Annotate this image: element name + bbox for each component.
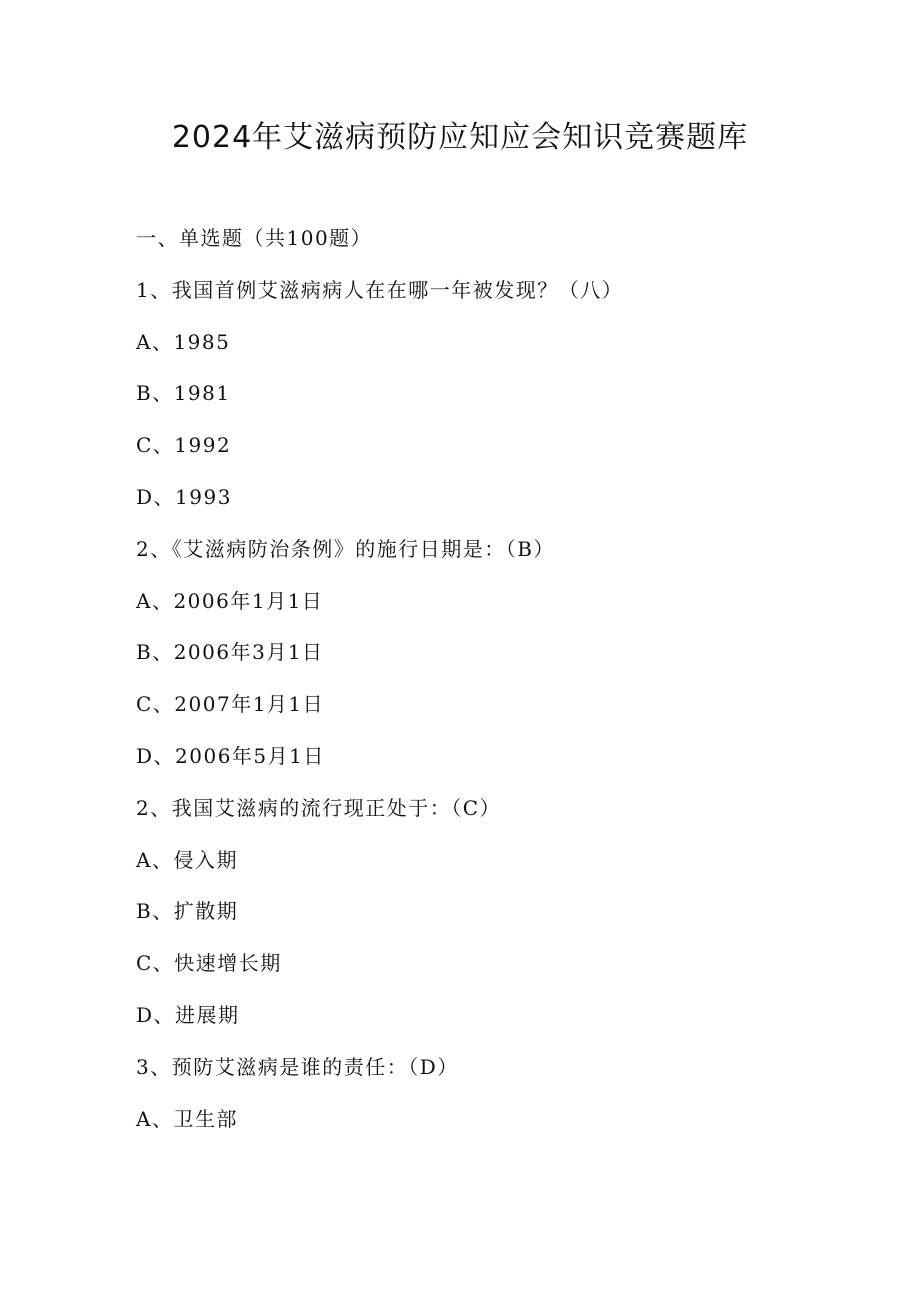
question-1-option-c: C、1992 xyxy=(136,433,232,458)
question-3-option-b: B、扩散期 xyxy=(136,899,239,924)
question-3-option-a: A、侵入期 xyxy=(136,847,238,872)
question-2: 2、《艾滋病防治条例》的施行日期是：（B） xyxy=(136,536,555,561)
question-1-option-a: A、1985 xyxy=(136,329,231,354)
question-list xyxy=(136,218,876,1150)
question-1-option-d: D、1993 xyxy=(136,484,232,509)
question-1-option-b: B、1981 xyxy=(136,381,231,406)
document-title: 2024年艾滋病预防应知应会知识竞赛题库 xyxy=(171,120,749,155)
question-2-option-b: B、2006年3月1日 xyxy=(136,640,324,665)
question-4-option-a: A、卫生部 xyxy=(136,1106,238,1131)
question-3-option-c: C、快速增长期 xyxy=(136,951,282,976)
question-4: 3、预防艾滋病是谁的责任：（D） xyxy=(136,1054,459,1079)
section-heading: 一、单选题（共100题） xyxy=(136,226,373,250)
question-2-option-d: D、2006年5月1日 xyxy=(136,743,325,768)
question-2-option-c: C、2007年1月1日 xyxy=(136,692,325,717)
question-1: 1、我国首例艾滋病病人在在哪一年被发现？（八） xyxy=(136,277,624,302)
question-2-option-a: A、2006年1月1日 xyxy=(136,588,324,613)
question-3: 2、我国艾滋病的流行现正处于：（C） xyxy=(136,795,502,820)
question-3-option-d: D、进展期 xyxy=(136,1002,240,1027)
